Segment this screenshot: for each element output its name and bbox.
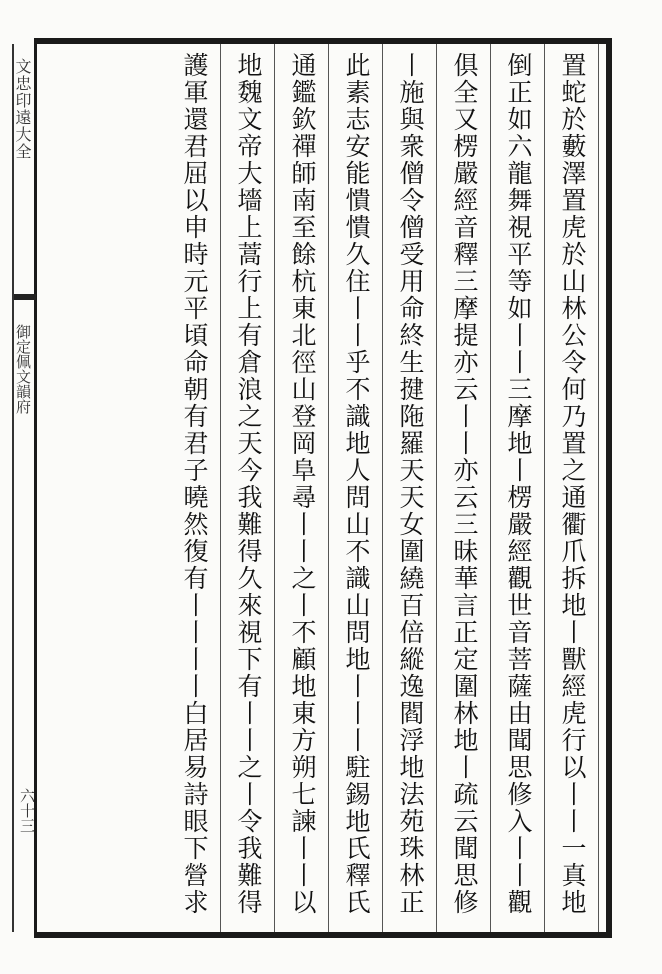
margin-page-number: 六十三 [18, 788, 36, 833]
text-column-1: 置蛇於藪澤置虎於山林公令何乃置之通衢爪拆地丨獸經虎行以丨丨一真地 [558, 52, 587, 916]
text-column-7: 地魏文帝大墻上蒿行上有倉浪之天今我難得久來視下有丨丨之丨令我難得 [234, 52, 263, 916]
text-column-3: 俱全又楞嚴經音釋三摩提亦云丨丨亦云三昧華言正定圍林地丨疏云聞思修 [450, 52, 479, 916]
column-rule [382, 44, 383, 932]
fishtail-mark [14, 294, 36, 300]
frame-bottom-border [34, 932, 612, 938]
frame-top-border [34, 38, 612, 44]
column-rule [274, 44, 275, 932]
text-column-6: 通鑑欽禪師南至餘杭東北徑山登岡阜尋丨丨之丨不顧地東方朔七諫丨丨以 [288, 52, 317, 916]
margin-top-text: 文忠印遠大全 [13, 58, 32, 160]
page-margin [8, 44, 34, 932]
text-column-5: 此素志安能憒憒久住丨丨乎不識地人問山不識山問地丨丨丨駐錫地氏釋氏 [342, 52, 371, 916]
margin-book-title: 御定佩文韻府 [14, 324, 32, 414]
column-rule [220, 44, 221, 932]
column-rule [436, 44, 437, 932]
column-rule [490, 44, 491, 932]
column-rule [598, 44, 599, 932]
frame-right-border [606, 38, 612, 938]
text-column-4: 丨施與衆僧令僧受用命終生揵陁羅天天女圍繞百倍縱逸閻浮地法苑珠林正 [396, 52, 425, 916]
column-rule [328, 44, 329, 932]
text-column-8: 護軍還君屈以申時元平頃命朝有君子曉然復有丨丨丨丨白居易詩眼下營求 [180, 52, 209, 916]
text-column-2: 倒正如六龍舞視平等如丨丨三摩地丨楞嚴經觀世音菩薩由聞思修入丨丨觀 [504, 52, 533, 916]
column-rule [544, 44, 545, 932]
